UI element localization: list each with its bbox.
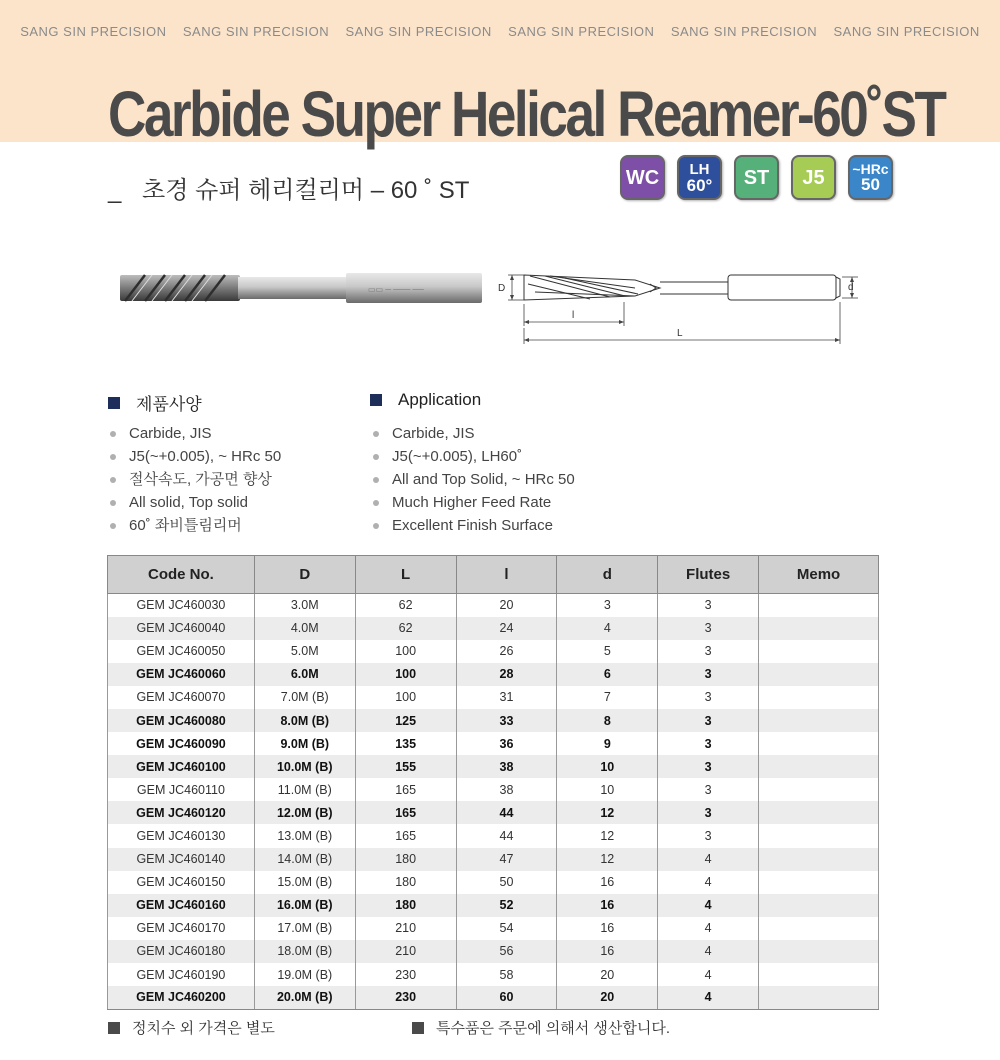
- brand-text: SANG SIN PRECISION: [20, 24, 167, 39]
- cell-l: 135: [355, 732, 456, 755]
- application-heading-text: Application: [398, 390, 482, 409]
- cell-code: GEM JC460100: [108, 755, 255, 778]
- feature-badges: [620, 155, 893, 200]
- cell-d: 11.0M (B): [254, 778, 355, 801]
- cell-flutes: 4: [658, 848, 759, 871]
- dot-bullet-icon: [373, 477, 379, 483]
- cell-l: 28: [456, 663, 557, 686]
- cell-d: 4.0M: [254, 617, 355, 640]
- table-row: [108, 686, 879, 709]
- cell-l: 180: [355, 894, 456, 917]
- badge-sublabel: 60°: [686, 175, 713, 195]
- cell-l: 125: [355, 709, 456, 732]
- cell-d: 12.0M (B): [254, 801, 355, 824]
- cell-d: 15.0M (B): [254, 871, 355, 894]
- cell-code: GEM JC460200: [108, 986, 255, 1009]
- cell-d: 5: [557, 640, 658, 663]
- cell-code: GEM JC460070: [108, 686, 255, 709]
- table-row: [108, 640, 879, 663]
- cell-code: GEM JC460140: [108, 848, 255, 871]
- table-body: [108, 594, 879, 1010]
- col-header-flutes: Flutes: [658, 556, 759, 594]
- cell-d: 3: [557, 594, 658, 617]
- cell-flutes: 3: [658, 709, 759, 732]
- cell-memo: [759, 894, 879, 917]
- cell-flutes: 4: [658, 894, 759, 917]
- cell-l: 230: [355, 963, 456, 986]
- cell-memo: [759, 709, 879, 732]
- cell-flutes: 4: [658, 940, 759, 963]
- table-row: [108, 755, 879, 778]
- cell-flutes: 3: [658, 801, 759, 824]
- dim-label-D: D: [498, 283, 506, 294]
- cell-d: 12: [557, 824, 658, 847]
- cell-code: GEM JC460030: [108, 594, 255, 617]
- page-subtitle: [108, 170, 469, 205]
- badge-j5: [791, 155, 836, 200]
- dot-bullet-icon: [373, 500, 379, 506]
- cell-d: 10: [557, 778, 658, 801]
- cell-code: GEM JC460180: [108, 940, 255, 963]
- application-list: [373, 422, 575, 537]
- badge-sublabel: 50: [861, 175, 880, 194]
- cell-memo: [759, 963, 879, 986]
- cell-d: 9.0M (B): [254, 732, 355, 755]
- cell-l: 38: [456, 778, 557, 801]
- cell-d: 10.0M (B): [254, 755, 355, 778]
- cell-memo: [759, 801, 879, 824]
- table-row: [108, 663, 879, 686]
- cell-flutes: 3: [658, 732, 759, 755]
- cell-l: 165: [355, 778, 456, 801]
- cell-code: GEM JC460090: [108, 732, 255, 755]
- cell-d: 7: [557, 686, 658, 709]
- square-bullet-icon: [370, 394, 382, 406]
- table-row: [108, 824, 879, 847]
- col-header-code: Code No.: [108, 556, 255, 594]
- brand-row: [0, 24, 1000, 39]
- cell-l: 54: [456, 917, 557, 940]
- cell-code: GEM JC460170: [108, 917, 255, 940]
- cell-memo: [759, 686, 879, 709]
- cell-d: 9: [557, 732, 658, 755]
- cell-l: 44: [456, 824, 557, 847]
- list-item: 절삭속도, 가공면 향상: [110, 468, 281, 491]
- badge-label: WC: [625, 166, 660, 189]
- table-row: [108, 917, 879, 940]
- badge-label: LH: [689, 160, 710, 178]
- badge-hrc50: [848, 155, 893, 200]
- cell-code: GEM JC460110: [108, 778, 255, 801]
- badge-st: [734, 155, 779, 200]
- cell-l: 38: [456, 755, 557, 778]
- col-header-l: l: [456, 556, 557, 594]
- cell-code: GEM JC460040: [108, 617, 255, 640]
- application-heading: [370, 390, 481, 410]
- cell-code: GEM JC460190: [108, 963, 255, 986]
- cell-l: 100: [355, 686, 456, 709]
- cell-d: 20.0M (B): [254, 986, 355, 1009]
- table-row: [108, 986, 879, 1009]
- table-row: [108, 963, 879, 986]
- cell-code: GEM JC460120: [108, 801, 255, 824]
- cell-l: 26: [456, 640, 557, 663]
- dim-label-l: l: [572, 310, 575, 321]
- cell-flutes: 3: [658, 755, 759, 778]
- cell-code: GEM JC460150: [108, 871, 255, 894]
- footnote-right-text: 특수품은 주문에 의해서 생산합니다.: [436, 1020, 671, 1037]
- spec-heading: [108, 390, 202, 415]
- footnote-right: [412, 1017, 670, 1038]
- cell-flutes: 3: [658, 778, 759, 801]
- cell-memo: [759, 824, 879, 847]
- list-item: Carbide, JIS: [110, 422, 281, 445]
- cell-memo: [759, 871, 879, 894]
- table-row: [108, 871, 879, 894]
- subtitle-text: 초경 슈퍼 헤리컬리머 – 60 ˚ ST: [142, 177, 470, 204]
- badge-label: ~HRc: [852, 161, 889, 177]
- cell-l: 180: [355, 871, 456, 894]
- cell-flutes: 3: [658, 663, 759, 686]
- cell-d: 20: [557, 986, 658, 1009]
- cell-d: 5.0M: [254, 640, 355, 663]
- cell-flutes: 4: [658, 917, 759, 940]
- table-row: [108, 940, 879, 963]
- brand-text: SANG SIN PRECISION: [508, 24, 655, 39]
- cell-memo: [759, 732, 879, 755]
- cell-l: 36: [456, 732, 557, 755]
- dot-bullet-icon: [110, 431, 116, 437]
- list-item: Excellent Finish Surface: [373, 514, 575, 537]
- cell-l: 20: [456, 594, 557, 617]
- cell-memo: [759, 755, 879, 778]
- cell-d: 3.0M: [254, 594, 355, 617]
- brand-text: SANG SIN PRECISION: [182, 24, 330, 39]
- cell-memo: [759, 594, 879, 617]
- dot-bullet-icon: [110, 454, 116, 460]
- col-header-d: d: [557, 556, 658, 594]
- dot-bullet-icon: [110, 500, 116, 506]
- list-item: Carbide, JIS: [373, 422, 575, 445]
- brand-text: SANG SIN PRECISION: [345, 24, 492, 39]
- cell-d: 16.0M (B): [254, 894, 355, 917]
- table-row: [108, 732, 879, 755]
- list-item: All solid, Top solid: [110, 491, 281, 514]
- cell-memo: [759, 640, 879, 663]
- cell-code: GEM JC460160: [108, 894, 255, 917]
- cell-l: 44: [456, 801, 557, 824]
- reamer-drawing: [490, 262, 870, 352]
- table-row: [108, 709, 879, 732]
- cell-l: 50: [456, 871, 557, 894]
- cell-l: 165: [355, 824, 456, 847]
- square-bullet-icon: [108, 397, 120, 409]
- cell-l: 47: [456, 848, 557, 871]
- cell-l: 62: [355, 617, 456, 640]
- cell-l: 62: [355, 594, 456, 617]
- cell-d: 16: [557, 871, 658, 894]
- cell-d: 8: [557, 709, 658, 732]
- badge-label: ST: [743, 166, 770, 189]
- cell-l: 31: [456, 686, 557, 709]
- cell-code: GEM JC460050: [108, 640, 255, 663]
- cell-d: 16: [557, 940, 658, 963]
- cell-l: 100: [355, 640, 456, 663]
- list-item: J5(~+0.005), LH60˚: [373, 445, 575, 468]
- spec-table: [107, 555, 879, 1010]
- svg-text:▭▭ ─ ─── ──: ▭▭ ─ ─── ──: [368, 285, 424, 294]
- spec-heading-text: 제품사양: [136, 395, 202, 414]
- footnote-left-text: 정치수 외 가격은 별도: [132, 1020, 275, 1037]
- cell-l: 155: [355, 755, 456, 778]
- cell-d: 10: [557, 755, 658, 778]
- dot-bullet-icon: [373, 523, 379, 529]
- cell-l: 210: [355, 940, 456, 963]
- cell-flutes: 3: [658, 824, 759, 847]
- list-item: J5(~+0.005), ~ HRc 50: [110, 445, 281, 468]
- col-header-D: D: [254, 556, 355, 594]
- cell-l: 33: [456, 709, 557, 732]
- cell-d: 7.0M (B): [254, 686, 355, 709]
- badge-lh60: [677, 155, 722, 200]
- cell-l: 52: [456, 894, 557, 917]
- cell-l: 56: [456, 940, 557, 963]
- cell-d: 13.0M (B): [254, 824, 355, 847]
- cell-memo: [759, 940, 879, 963]
- cell-flutes: 4: [658, 963, 759, 986]
- cell-l: 58: [456, 963, 557, 986]
- cell-memo: [759, 617, 879, 640]
- col-header-L: L: [355, 556, 456, 594]
- dot-bullet-icon: [110, 523, 116, 529]
- list-item: All and Top Solid, ~ HRc 50: [373, 468, 575, 491]
- cell-l: 210: [355, 917, 456, 940]
- reamer-photo: [120, 272, 482, 304]
- cell-code: GEM JC460130: [108, 824, 255, 847]
- cell-flutes: 4: [658, 871, 759, 894]
- square-bullet-icon: [412, 1022, 424, 1034]
- page-title: Carbide Super Helical Reamer-60˚ST: [108, 78, 945, 150]
- cell-code: GEM JC460060: [108, 663, 255, 686]
- dim-label-d: d: [848, 282, 854, 293]
- table-header-row: [108, 556, 879, 594]
- cell-l: 24: [456, 617, 557, 640]
- cell-d: 6: [557, 663, 658, 686]
- cell-memo: [759, 663, 879, 686]
- cell-d: 4: [557, 617, 658, 640]
- table-row: [108, 617, 879, 640]
- cell-flutes: 3: [658, 640, 759, 663]
- cell-d: 12: [557, 848, 658, 871]
- brand-text: SANG SIN PRECISION: [833, 24, 980, 39]
- table-row: [108, 801, 879, 824]
- cell-d: 19.0M (B): [254, 963, 355, 986]
- dot-bullet-icon: [373, 454, 379, 460]
- cell-l: 60: [456, 986, 557, 1009]
- cell-l: 165: [355, 801, 456, 824]
- square-bullet-icon: [108, 1022, 120, 1034]
- cell-memo: [759, 986, 879, 1009]
- badge-label: J5: [802, 166, 825, 189]
- footnote-left: [108, 1017, 275, 1038]
- dot-bullet-icon: [110, 477, 116, 483]
- cell-d: 16: [557, 917, 658, 940]
- cell-l: 100: [355, 663, 456, 686]
- cell-memo: [759, 917, 879, 940]
- table-row: [108, 848, 879, 871]
- cell-flutes: 3: [658, 686, 759, 709]
- cell-d: 14.0M (B): [254, 848, 355, 871]
- col-header-memo: Memo: [759, 556, 879, 594]
- cell-d: 8.0M (B): [254, 709, 355, 732]
- cell-d: 16: [557, 894, 658, 917]
- table-row: [108, 894, 879, 917]
- cell-flutes: 3: [658, 617, 759, 640]
- subtitle-dash: _: [108, 177, 122, 204]
- cell-flutes: 4: [658, 986, 759, 1009]
- cell-memo: [759, 778, 879, 801]
- cell-l: 230: [355, 986, 456, 1009]
- cell-flutes: 3: [658, 594, 759, 617]
- dot-bullet-icon: [373, 431, 379, 437]
- dim-label-L: L: [677, 328, 683, 339]
- cell-d: 20: [557, 963, 658, 986]
- table-row: [108, 778, 879, 801]
- cell-d: 12: [557, 801, 658, 824]
- list-item: 60˚ 좌비틀림리머: [110, 514, 281, 537]
- table-row: [108, 594, 879, 617]
- cell-code: GEM JC460080: [108, 709, 255, 732]
- brand-text: SANG SIN PRECISION: [670, 24, 818, 39]
- spec-list: [110, 422, 281, 537]
- cell-d: 6.0M: [254, 663, 355, 686]
- list-item: Much Higher Feed Rate: [373, 491, 575, 514]
- cell-l: 180: [355, 848, 456, 871]
- cell-memo: [759, 848, 879, 871]
- cell-d: 18.0M (B): [254, 940, 355, 963]
- badge-wc: [620, 155, 665, 200]
- cell-d: 17.0M (B): [254, 917, 355, 940]
